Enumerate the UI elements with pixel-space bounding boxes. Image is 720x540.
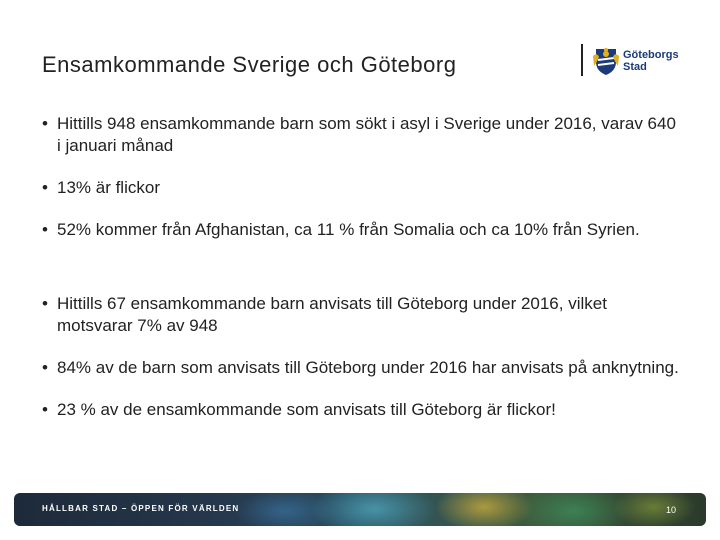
goteborgs-stad-logo	[593, 46, 679, 76]
bullet-marker: •	[42, 114, 48, 133]
bullet-text: 84% av de barn som anvisats till Göteborg under 2016 har anvisats på anknytning.	[57, 358, 679, 377]
logo-line-2: Stad	[623, 61, 647, 73]
page-number: 10	[665, 505, 676, 515]
bullet-marker: •	[42, 220, 48, 239]
bullet-text: 52% kommer från Afghanistan, ca 11 % från Somalia och ca 10% från Syrien.	[57, 220, 640, 239]
bullet-item	[42, 113, 682, 157]
bullet-text: Hittills 948 ensamkommande barn som sökt i asyl i Sverige under 2016, varav 640 i januari månad	[57, 114, 676, 155]
bullet-item	[42, 399, 682, 421]
bullet-item	[42, 177, 682, 199]
bullet-text: 23 % av de ensamkommande som anvisats till Göteborg är flickor!	[57, 400, 556, 419]
footer-banner	[14, 493, 706, 526]
bullet-marker: •	[42, 178, 48, 197]
logo-line-1: Göteborgs	[623, 49, 679, 61]
title-divider	[581, 44, 583, 76]
bullet-item	[42, 293, 682, 337]
bullet-text: 13% är flickor	[57, 178, 160, 197]
bullet-marker: •	[42, 400, 48, 419]
bullet-marker: •	[42, 294, 48, 313]
bullet-item	[42, 219, 682, 241]
bullet-list	[42, 113, 682, 421]
bullet-text: Hittills 67 ensamkommande barn anvisats till Göteborg under 2016, vilket motsvarar 7% av 948	[57, 294, 607, 335]
footer-slogan: HÅLLBAR STAD – ÖPPEN FÖR VÄRLDEN	[42, 504, 240, 513]
bullet-item	[42, 357, 682, 379]
lion-shield-icon	[593, 46, 619, 76]
slide-title: Ensamkommande Sverige och Göteborg	[42, 52, 457, 77]
bullet-marker: •	[42, 358, 48, 377]
logo-wordmark	[623, 49, 679, 73]
